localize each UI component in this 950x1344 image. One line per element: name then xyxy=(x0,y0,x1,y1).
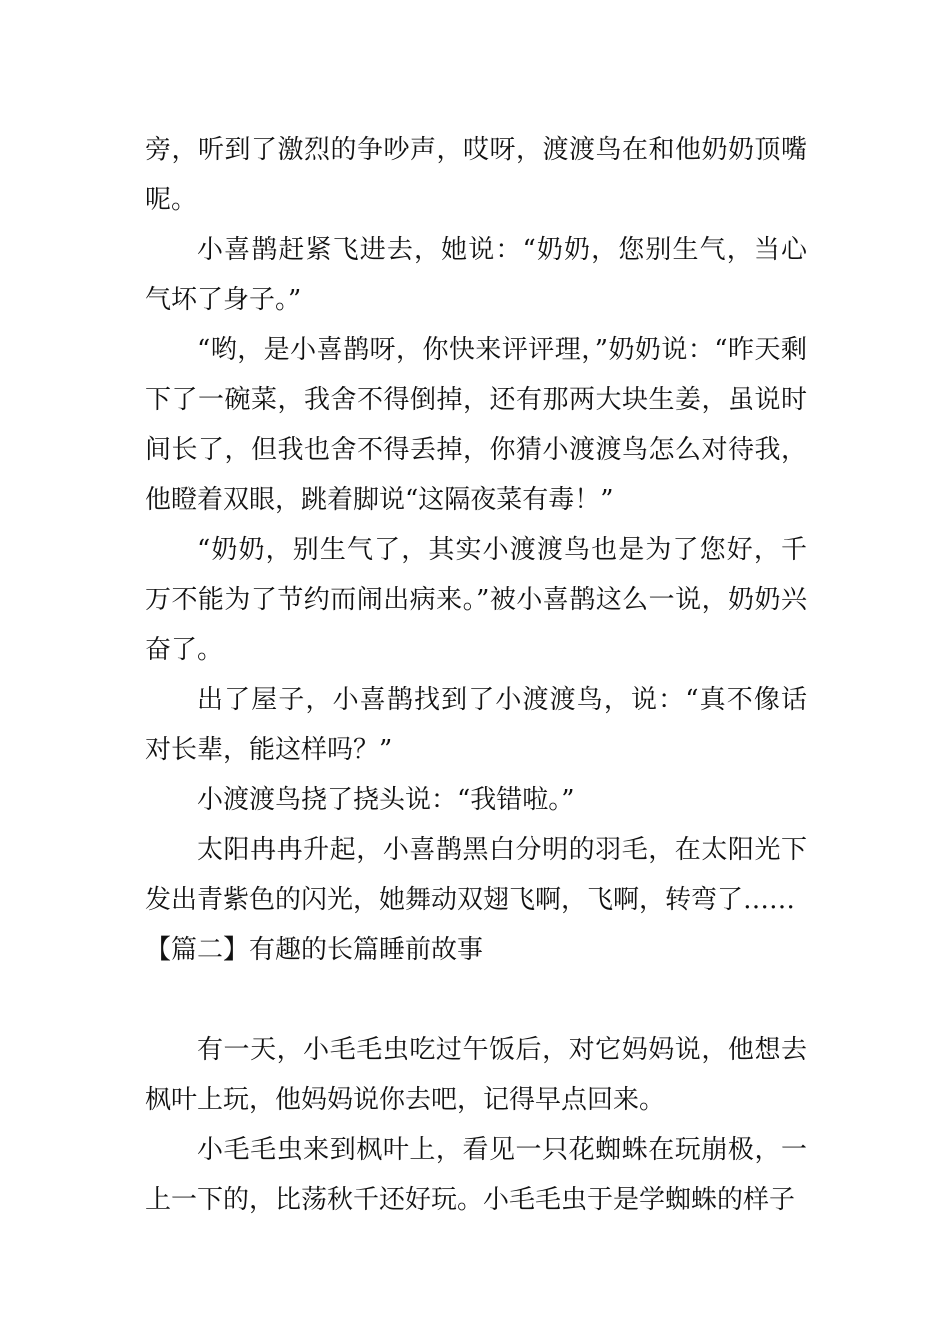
paragraph: “奶奶，别生气了，其实小渡渡鸟也是为了您好，千万不能为了节约而闹出病来。”被小喜鹊这么一说，奶奶兴奋了。 xyxy=(145,535,807,665)
document-body xyxy=(145,125,807,1225)
section-heading: 【篇二】有趣的长篇睡前故事 xyxy=(145,935,484,965)
paragraph-continuation: 旁，听到了激烈的争吵声，哎呀，渡渡鸟在和他奶奶顶嘴呢。 xyxy=(145,135,807,215)
paragraph: 有一天，小毛毛虫吃过午饭后，对它妈妈说，他想去枫叶上玩，他妈妈说你去吧，记得早点回来。 xyxy=(145,1035,807,1115)
paragraph: “哟，是小喜鹊呀，你快来评评理，”奶奶说：“昨天剩下了一碗菜，我舍不得倒掉，还有那两大块生姜，虽说时间长了，但我也舍不得丢掉，你猜小渡渡鸟怎么对待我，他瞪着双眼，跳着脚说“这隔夜菜有毒！” xyxy=(145,335,807,515)
paragraph: 小毛毛虫来到枫叶上，看见一只花蜘蛛在玩崩极，一上一下的，比荡秋千还好玩。小毛毛虫于是学蜘蛛的样子 xyxy=(145,1135,807,1215)
paragraph: 太阳冉冉升起，小喜鹊黑白分明的羽毛，在太阳光下发出青紫色的闪光，她舞动双翅飞啊，飞啊，转弯了…… xyxy=(145,835,807,915)
section-spacer xyxy=(145,975,807,1025)
paragraph: 小渡渡鸟挠了挠头说：“我错啦。” xyxy=(197,785,575,815)
paragraph: 小喜鹊赶紧飞进去，她说：“奶奶，您别生气，当心气坏了身子。” xyxy=(145,235,807,315)
paragraph: 出了屋子，小喜鹊找到了小渡渡鸟，说：“真不像话对长辈，能这样吗？” xyxy=(145,685,807,765)
